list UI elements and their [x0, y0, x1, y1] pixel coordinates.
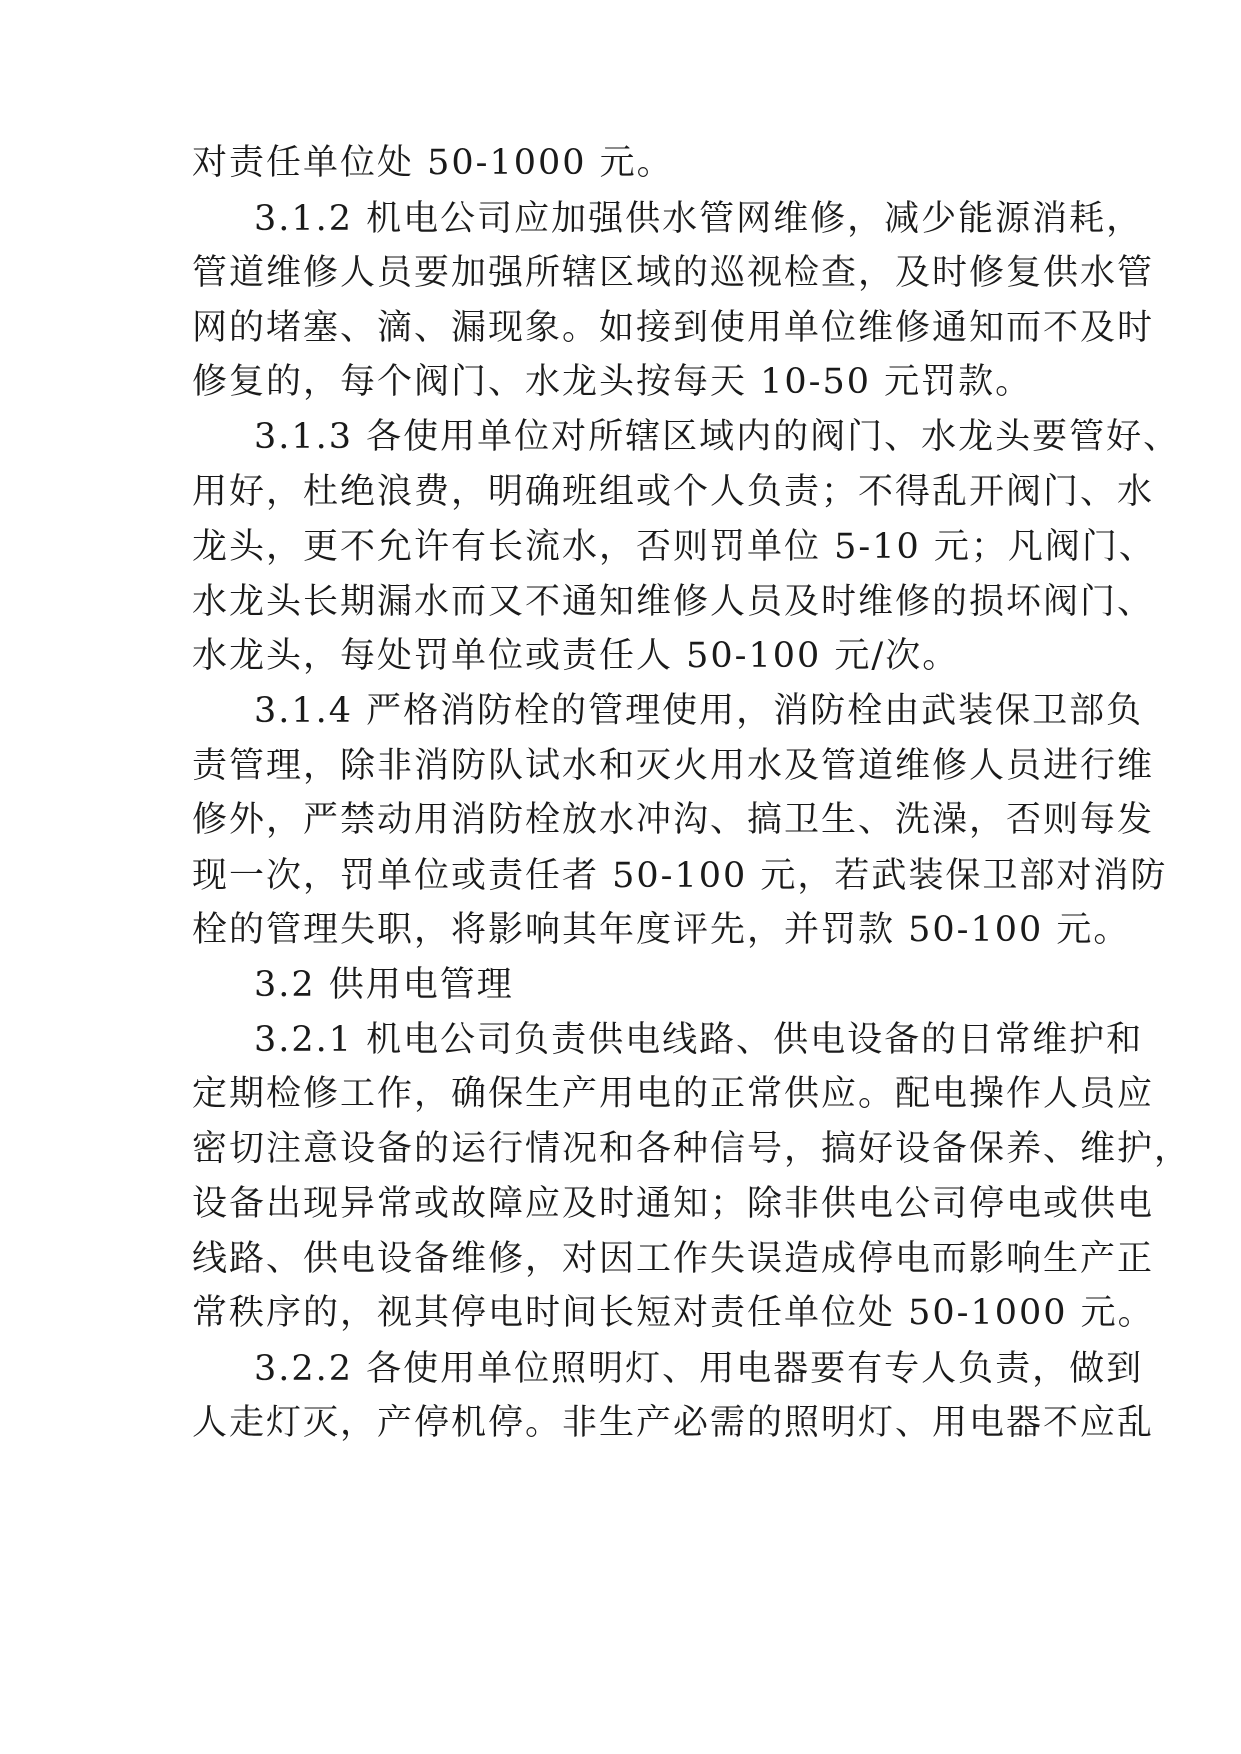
text-line: 龙头，更不允许有长流水，否则罚单位 5-10 元；凡阀门、 — [192, 527, 1156, 567]
text-line: 管道维修人员要加强所辖区域的巡视检查，及时修复供水管 — [192, 253, 1155, 293]
text-line: 水龙头，每处罚单位或责任人 50-100 元/次。 — [192, 636, 960, 676]
text-line: 3.2.1 机电公司负责供电线路、供电设备的日常维护和 — [254, 1020, 1144, 1060]
text-line: 3.1.4 严格消防栓的管理使用，消防栓由武装保卫部负 — [254, 691, 1144, 731]
text-line: 线路、供电设备维修，对因工作失误造成停电而影响生产正 — [192, 1239, 1155, 1279]
text-line: 责管理，除非消防队试水和灭火用水及管道维修人员进行维 — [192, 746, 1155, 786]
text-line: 人走灯灭，产停机停。非生产必需的照明灯、用电器不应乱 — [192, 1403, 1155, 1443]
text-line: 定期检修工作，确保生产用电的正常供应。配电操作人员应 — [192, 1074, 1155, 1114]
text-line: 3.2.2 各使用单位照明灯、用电器要有专人负责，做到 — [254, 1349, 1144, 1389]
text-line: 现一次，罚单位或责任者 50-100 元，若武装保卫部对消防 — [192, 856, 1168, 896]
text-line: 用好，杜绝浪费，明确班组或个人负责；不得乱开阀门、水 — [192, 472, 1155, 512]
text-line: 常秩序的，视其停电时间长短对责任单位处 50-1000 元。 — [192, 1293, 1155, 1333]
text-line: 对责任单位处 50-1000 元。 — [192, 143, 674, 183]
section-heading: 3.2 供用电管理 — [254, 965, 514, 1005]
text-line: 3.1.2 机电公司应加强供水管网维修，减少能源消耗， — [254, 199, 1144, 239]
text-line: 修复的，每个阀门、水龙头按每天 10-50 元罚款。 — [192, 362, 1033, 402]
text-line: 栓的管理失职，将影响其年度评先，并罚款 50-100 元。 — [192, 910, 1131, 950]
text-line: 3.1.3 各使用单位对所辖区域内的阀门、水龙头要管好、 — [254, 417, 1181, 457]
text-line: 网的堵塞、滴、漏现象。如接到使用单位维修通知而不及时 — [192, 308, 1155, 348]
text-line: 水龙头长期漏水而又不通知维修人员及时维修的损坏阀门、 — [192, 582, 1155, 622]
text-line: 密切注意设备的运行情况和各种信号，搞好设备保养、维护， — [192, 1129, 1192, 1169]
text-line: 设备出现异常或故障应及时通知；除非供电公司停电或供电 — [192, 1184, 1155, 1224]
text-line: 修外，严禁动用消防栓放水冲沟、搞卫生、洗澡，否则每发 — [192, 800, 1155, 840]
